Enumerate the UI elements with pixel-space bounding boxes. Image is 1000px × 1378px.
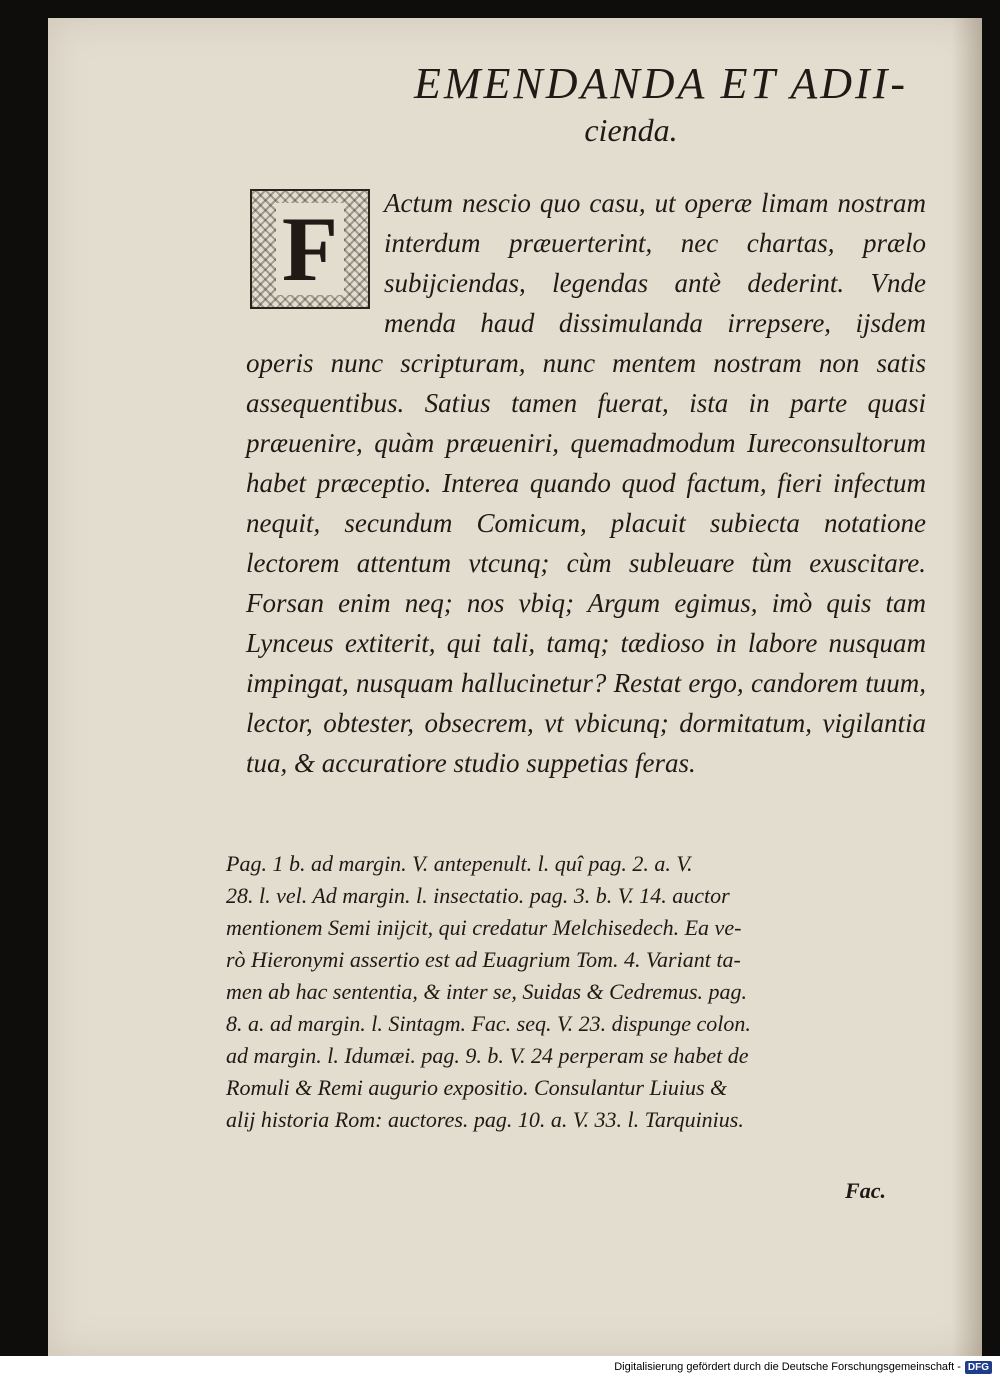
page-title: EMENDANDA ET ADII- [414, 59, 908, 108]
digitization-footer [0, 1356, 1000, 1378]
errata-line: mentionem Semi inijcit, qui credatur Melchisedech. Ea ve- [226, 915, 742, 940]
book-page [48, 18, 982, 1356]
page-title-continuation: cienda. [584, 112, 678, 148]
errata-list [226, 848, 886, 1136]
decorated-initial [250, 189, 370, 309]
errata-line: rò Hieronymi assertio est ad Euagrium Tom. 4. Variant ta- [226, 947, 741, 972]
errata-line: 28. l. vel. Ad margin. l. insectatio. pag. 3. b. V. 14. auctor [226, 883, 730, 908]
catchword: Fac. [845, 1178, 886, 1203]
errata-line: Romuli & Remi augurio expositio. Consulantur Liuius & [226, 1075, 728, 1100]
initial-letter: F [276, 203, 344, 295]
errata-line: men ab hac sententia, & inter se, Suidas & Cedremus. pag. [226, 979, 748, 1004]
errata-line: 8. a. ad margin. l. Sintagm. Fac. seq. V. 23. dispunge colon. [226, 1011, 751, 1036]
footer-credit: Digitalisierung gefördert durch die Deutsche Forschungsgemeinschaft - [614, 1361, 961, 1373]
errata-line: Pag. 1 b. ad margin. V. antepenult. l. quî pag. 2. a. V. [226, 851, 693, 876]
dfg-logo: DFG [965, 1361, 992, 1374]
errata-line: ad margin. l. Idumæi. pag. 9. b. V. 24 perperam se habet de [226, 1043, 749, 1068]
page-edge-shadow [952, 18, 982, 1356]
text-block [226, 58, 926, 1203]
main-paragraph [246, 183, 926, 783]
errata-line: alij historia Rom: auctores. pag. 10. a. V. 33. l. Tarquinius. [226, 1107, 744, 1132]
body-text: Actum nescio quo casu, ut operæ limam nostram interdum præuerterint, nec chartas, prælo subijciendas, legendas antè dederint. Vnde menda haud dissimulanda irrepsere, ijsdem operis nunc scripturam, nunc mentem nostram non satis assequentibus. Satius tamen fuerat, ista in parte quasi præuenire, quàm præueniri, quemadmodum Iureconsultorum habet præceptio. Interea quando quod factum, fieri infectum nequit, secundum Comicum, placuit subiecta notatione lectorem attentum vtcunq; cùm subleuare tùm exuscitare. Forsan enim neq; nos vbiq; Argum egimus, imò quis tam Lynceus extiterit, qui tali, tamq; tædioso in labore nusquam impingat, nusquam hallucinetur? Restat ergo, candorem tuum, lector, obtester, obsecrem, vt vbicunq; dormitatum, vigilantia tua, & accuratiore studio suppetias feras. [246, 188, 926, 778]
